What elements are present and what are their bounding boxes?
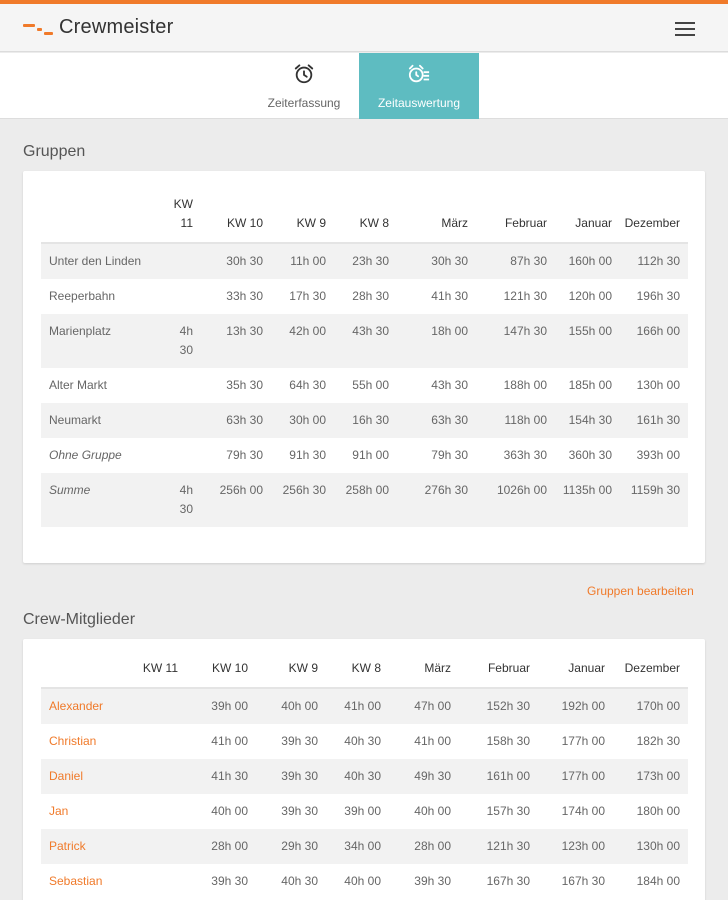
table-cell: 91h 00 [352,448,389,462]
table-row [41,864,688,899]
table-cell: 49h 30 [414,769,451,783]
crew-member-link[interactable]: Alexander [49,699,104,713]
crew-member-link[interactable]: Christian [49,734,97,748]
hamburger-menu-icon[interactable] [670,18,700,40]
table-cell [161,279,201,314]
table-cell: 256h 30 [282,483,326,497]
table-cell: 29h 30 [281,839,318,853]
table-cell: 120h 00 [568,289,612,303]
table-cell: 118h 00 [504,413,547,427]
table-cell: 41h 30 [431,289,468,303]
table-cell: 41h 00 [414,734,451,748]
crew-section-title: Crew-Mitglieder [23,611,136,628]
table-cell: 157h 30 [486,804,530,818]
table-cell: 39h 30 [281,804,318,818]
table-cell: 121h 30 [503,289,547,303]
group-name: Neumarkt [49,413,102,427]
table-cell: 256h 00 [219,483,263,497]
table-cell: 43h 30 [352,324,389,338]
groups-section-title: Gruppen [23,143,86,160]
table-cell: 177h 00 [561,734,605,748]
table-cell [126,688,186,724]
table-cell [161,438,201,473]
table-cell [161,368,201,403]
table-cell: 28h 30 [352,289,389,303]
table-cell: 40h 00 [414,804,451,818]
table-cell: 40h 00 [344,874,381,888]
table-cell: 167h 30 [561,874,605,888]
table-cell: 79h 30 [431,448,468,462]
table-cell: 17h 30 [289,289,326,303]
table-row [41,403,688,438]
groups-table-header [41,195,688,243]
table-cell: 30h 00 [289,413,326,427]
table-cell: 18h 00 [431,324,468,338]
table-cell: 41h 30 [211,769,248,783]
tab-zeiterfassung-label: Zeiterfassung [267,96,341,110]
group-name: Summe [49,483,91,497]
table-cell: 23h 30 [352,254,389,268]
table-cell: 64h 30 [289,378,326,392]
column-header [41,195,161,243]
table-cell: 39h 30 [281,734,318,748]
table-cell: 40h 30 [344,734,381,748]
table-cell: 79h 30 [226,448,263,462]
table-cell: 55h 00 [352,378,389,392]
tab-zeitauswertung-label: Zeitauswertung [377,96,461,110]
table-cell: 393h 00 [636,448,680,462]
alarm-clock-icon [293,63,315,85]
group-name: Marienplatz [49,324,112,338]
table-cell: 154h 30 [568,413,612,427]
table-cell: 11h 00 [290,254,326,268]
table-cell: 192h 00 [561,699,605,713]
column-header: März [424,661,451,675]
column-header: KW 8 [351,661,381,675]
crew-table [41,659,688,899]
table-row [41,794,688,829]
table-cell: 33h 30 [226,289,263,303]
table-cell: 167h 30 [486,874,530,888]
table-cell: 1135h 00 [562,483,612,497]
table-cell: 182h 30 [636,734,680,748]
column-header: Januar [568,661,605,675]
column-header: Februar [504,216,547,230]
group-name: Unter den Linden [49,254,142,268]
column-header: März [441,216,468,230]
column-header: Februar [487,661,530,675]
table-cell: 185h 00 [568,378,612,392]
column-header: KW 11 [173,197,193,230]
column-header [41,659,126,688]
table-cell: 161h 30 [636,413,680,427]
table-cell: 4h 30 [179,483,193,516]
table-row [41,314,688,368]
crew-card [23,639,705,900]
crew-member-link[interactable]: Jan [49,804,69,818]
table-row [41,759,688,794]
table-cell: 130h 00 [636,378,680,392]
table-cell: 87h 30 [510,254,547,268]
table-cell: 41h 00 [344,699,381,713]
table-cell: 35h 30 [226,378,263,392]
column-header: Dezember [624,661,680,675]
table-cell: 4h 30 [179,324,193,357]
table-cell: 166h 00 [636,324,680,338]
table-cell: 180h 00 [636,804,680,818]
tab-bar [0,53,728,119]
table-cell: 63h 30 [431,413,468,427]
table-cell: 174h 00 [561,804,605,818]
tab-zeitauswertung[interactable] [359,53,479,119]
tab-zeiterfassung[interactable] [244,53,364,119]
column-header: Dezember [624,216,680,230]
table-cell: 276h 30 [424,483,468,497]
table-cell: 43h 30 [431,378,468,392]
table-row [41,829,688,864]
table-cell: 39h 30 [414,874,451,888]
table-cell: 155h 00 [568,324,612,338]
table-cell: 1159h 30 [630,483,680,497]
table-cell: 91h 30 [289,448,326,462]
table-row [41,279,688,314]
table-cell: 40h 00 [211,804,248,818]
column-header: KW 9 [296,216,326,230]
table-cell: 258h 00 [345,483,389,497]
table-cell: 40h 30 [344,769,381,783]
table-row-total [41,473,688,527]
table-cell: 160h 00 [568,254,612,268]
table-cell: 147h 30 [503,324,547,338]
column-header: KW 10 [226,216,263,230]
groups-table [41,195,688,527]
table-cell: 16h 30 [352,413,389,427]
group-name: Reeperbahn [49,289,116,303]
table-cell: 39h 00 [344,804,381,818]
table-cell [126,864,186,899]
table-cell [161,403,201,438]
table-cell: 28h 00 [211,839,248,853]
table-cell [126,794,186,829]
table-cell: 42h 00 [289,324,326,338]
table-cell: 158h 30 [486,734,530,748]
group-name: Ohne Gruppe [49,448,122,462]
table-cell: 39h 00 [211,699,248,713]
table-cell [161,243,201,279]
crew-table-header [41,659,688,688]
crew-member-link[interactable]: Sebastian [49,874,103,888]
crewmeister-logo-icon [23,22,53,36]
group-name: Alter Markt [49,378,108,392]
table-cell: 170h 00 [636,699,680,713]
table-cell: 360h 30 [568,448,612,462]
table-cell: 34h 00 [344,839,381,853]
table-cell: 173h 00 [636,769,680,783]
table-cell: 184h 00 [636,874,680,888]
app-header [0,4,728,52]
app-name: Crewmeister [59,16,174,38]
table-row [41,724,688,759]
column-header: Januar [575,216,612,230]
table-row [41,688,688,724]
table-cell [126,829,186,864]
edit-groups-link[interactable]: Gruppen bearbeiten [587,584,694,598]
table-cell: 177h 00 [561,769,605,783]
table-cell: 188h 00 [503,378,547,392]
column-header: KW 10 [211,661,248,675]
table-cell: 39h 30 [281,769,318,783]
table-cell: 152h 30 [486,699,530,713]
table-cell: 40h 00 [281,699,318,713]
crew-member-link[interactable]: Patrick [49,839,86,853]
table-cell: 39h 30 [211,874,248,888]
table-cell [126,759,186,794]
crew-member-link[interactable]: Daniel [49,769,84,783]
column-header: KW 8 [359,216,389,230]
table-cell: 363h 30 [503,448,547,462]
table-cell: 13h 30 [226,324,263,338]
table-cell: 30h 30 [226,254,263,268]
table-cell: 41h 00 [211,734,248,748]
table-cell: 112h 30 [637,254,680,268]
table-row [41,368,688,403]
table-cell: 40h 30 [281,874,318,888]
table-cell: 130h 00 [636,839,680,853]
table-cell: 161h 00 [486,769,530,783]
table-cell [126,724,186,759]
column-header: KW 11 [142,661,178,675]
table-cell: 123h 00 [561,839,605,853]
table-cell: 196h 30 [636,289,680,303]
table-row [41,243,688,279]
column-header: KW 9 [288,661,318,675]
clock-list-icon [408,63,430,85]
table-cell: 28h 00 [414,839,451,853]
table-cell: 47h 00 [414,699,451,713]
table-row [41,438,688,473]
table-cell: 63h 30 [226,413,263,427]
table-cell: 121h 30 [486,839,530,853]
table-cell: 1026h 00 [496,483,547,497]
table-cell: 30h 30 [431,254,468,268]
groups-card [23,171,705,563]
